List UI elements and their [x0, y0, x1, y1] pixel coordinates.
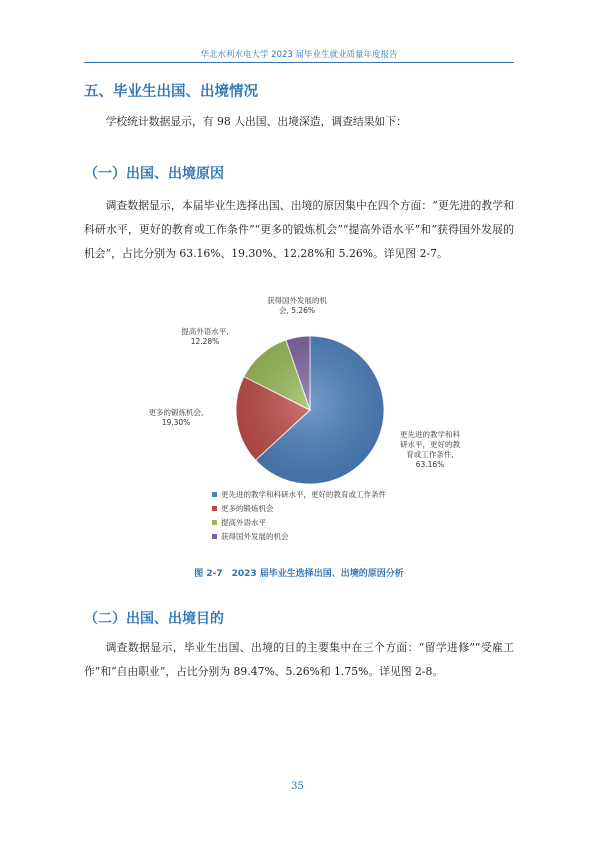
- figure-caption: 图 2-7 2023 届毕业生选择出国、出境的原因分析: [194, 569, 404, 579]
- subsection1-paragraph: 调查数据显示，本届毕业生选择出国、出境的原因集中在四个方面：“更先进的教学和科研水平，更好的教育或工作条件”“更多的锻炼机会”“提高外语水平”和“获得国外发展的机会”，占比分别为 63.16%、19.30%、12.28%和 5.26%。详见图 2-7。: [84, 199, 514, 260]
- legend-swatch: [212, 520, 217, 525]
- legend-entry: 更多的锻炼机会: [221, 504, 274, 513]
- pie-data-label: 更先进的教学和科研水平，更好的教育或工作条件, 63.16%: [400, 430, 460, 469]
- legend-entry: 提高外语水平: [221, 518, 266, 527]
- pie-shading: [236, 336, 384, 484]
- pie-data-label: 更多的锻炼机会, 19.30%: [148, 408, 204, 427]
- section-heading: 五、毕业生出国、出境情况: [84, 84, 258, 100]
- section-intro: 学校统计数据显示，有 98 人出国、出境深造，调查结果如下：: [105, 115, 407, 128]
- subsection1-heading: （一）出国、出境原因: [84, 166, 224, 182]
- page-number: 35: [291, 781, 304, 792]
- pie-data-label: 获得国外发展的机会, 5.26%: [267, 296, 327, 315]
- running-header: 华北水利水电大学 2023 届毕业生就业质量年度报告: [200, 50, 398, 60]
- legend-entry: 获得国外发展的机会: [221, 532, 289, 541]
- subsection2-heading: （二）出国、出境目的: [84, 611, 224, 627]
- pie-data-label: 提高外语水平, 12.28%: [181, 327, 229, 346]
- legend-swatch: [212, 534, 217, 539]
- legend-swatch: [212, 506, 217, 511]
- legend-entry: 更先进的教学和科研水平，更好的教育或工作条件: [221, 490, 386, 499]
- subsection2-paragraph: 调查数据显示，毕业生出国、出境的目的主要集中在三个方面：“留学进修”“受雇工作”和“自由职业”，占比分别为 89.47%、5.26%和 1.75%。详见图 2-8。: [84, 641, 514, 678]
- legend-swatch: [212, 492, 217, 497]
